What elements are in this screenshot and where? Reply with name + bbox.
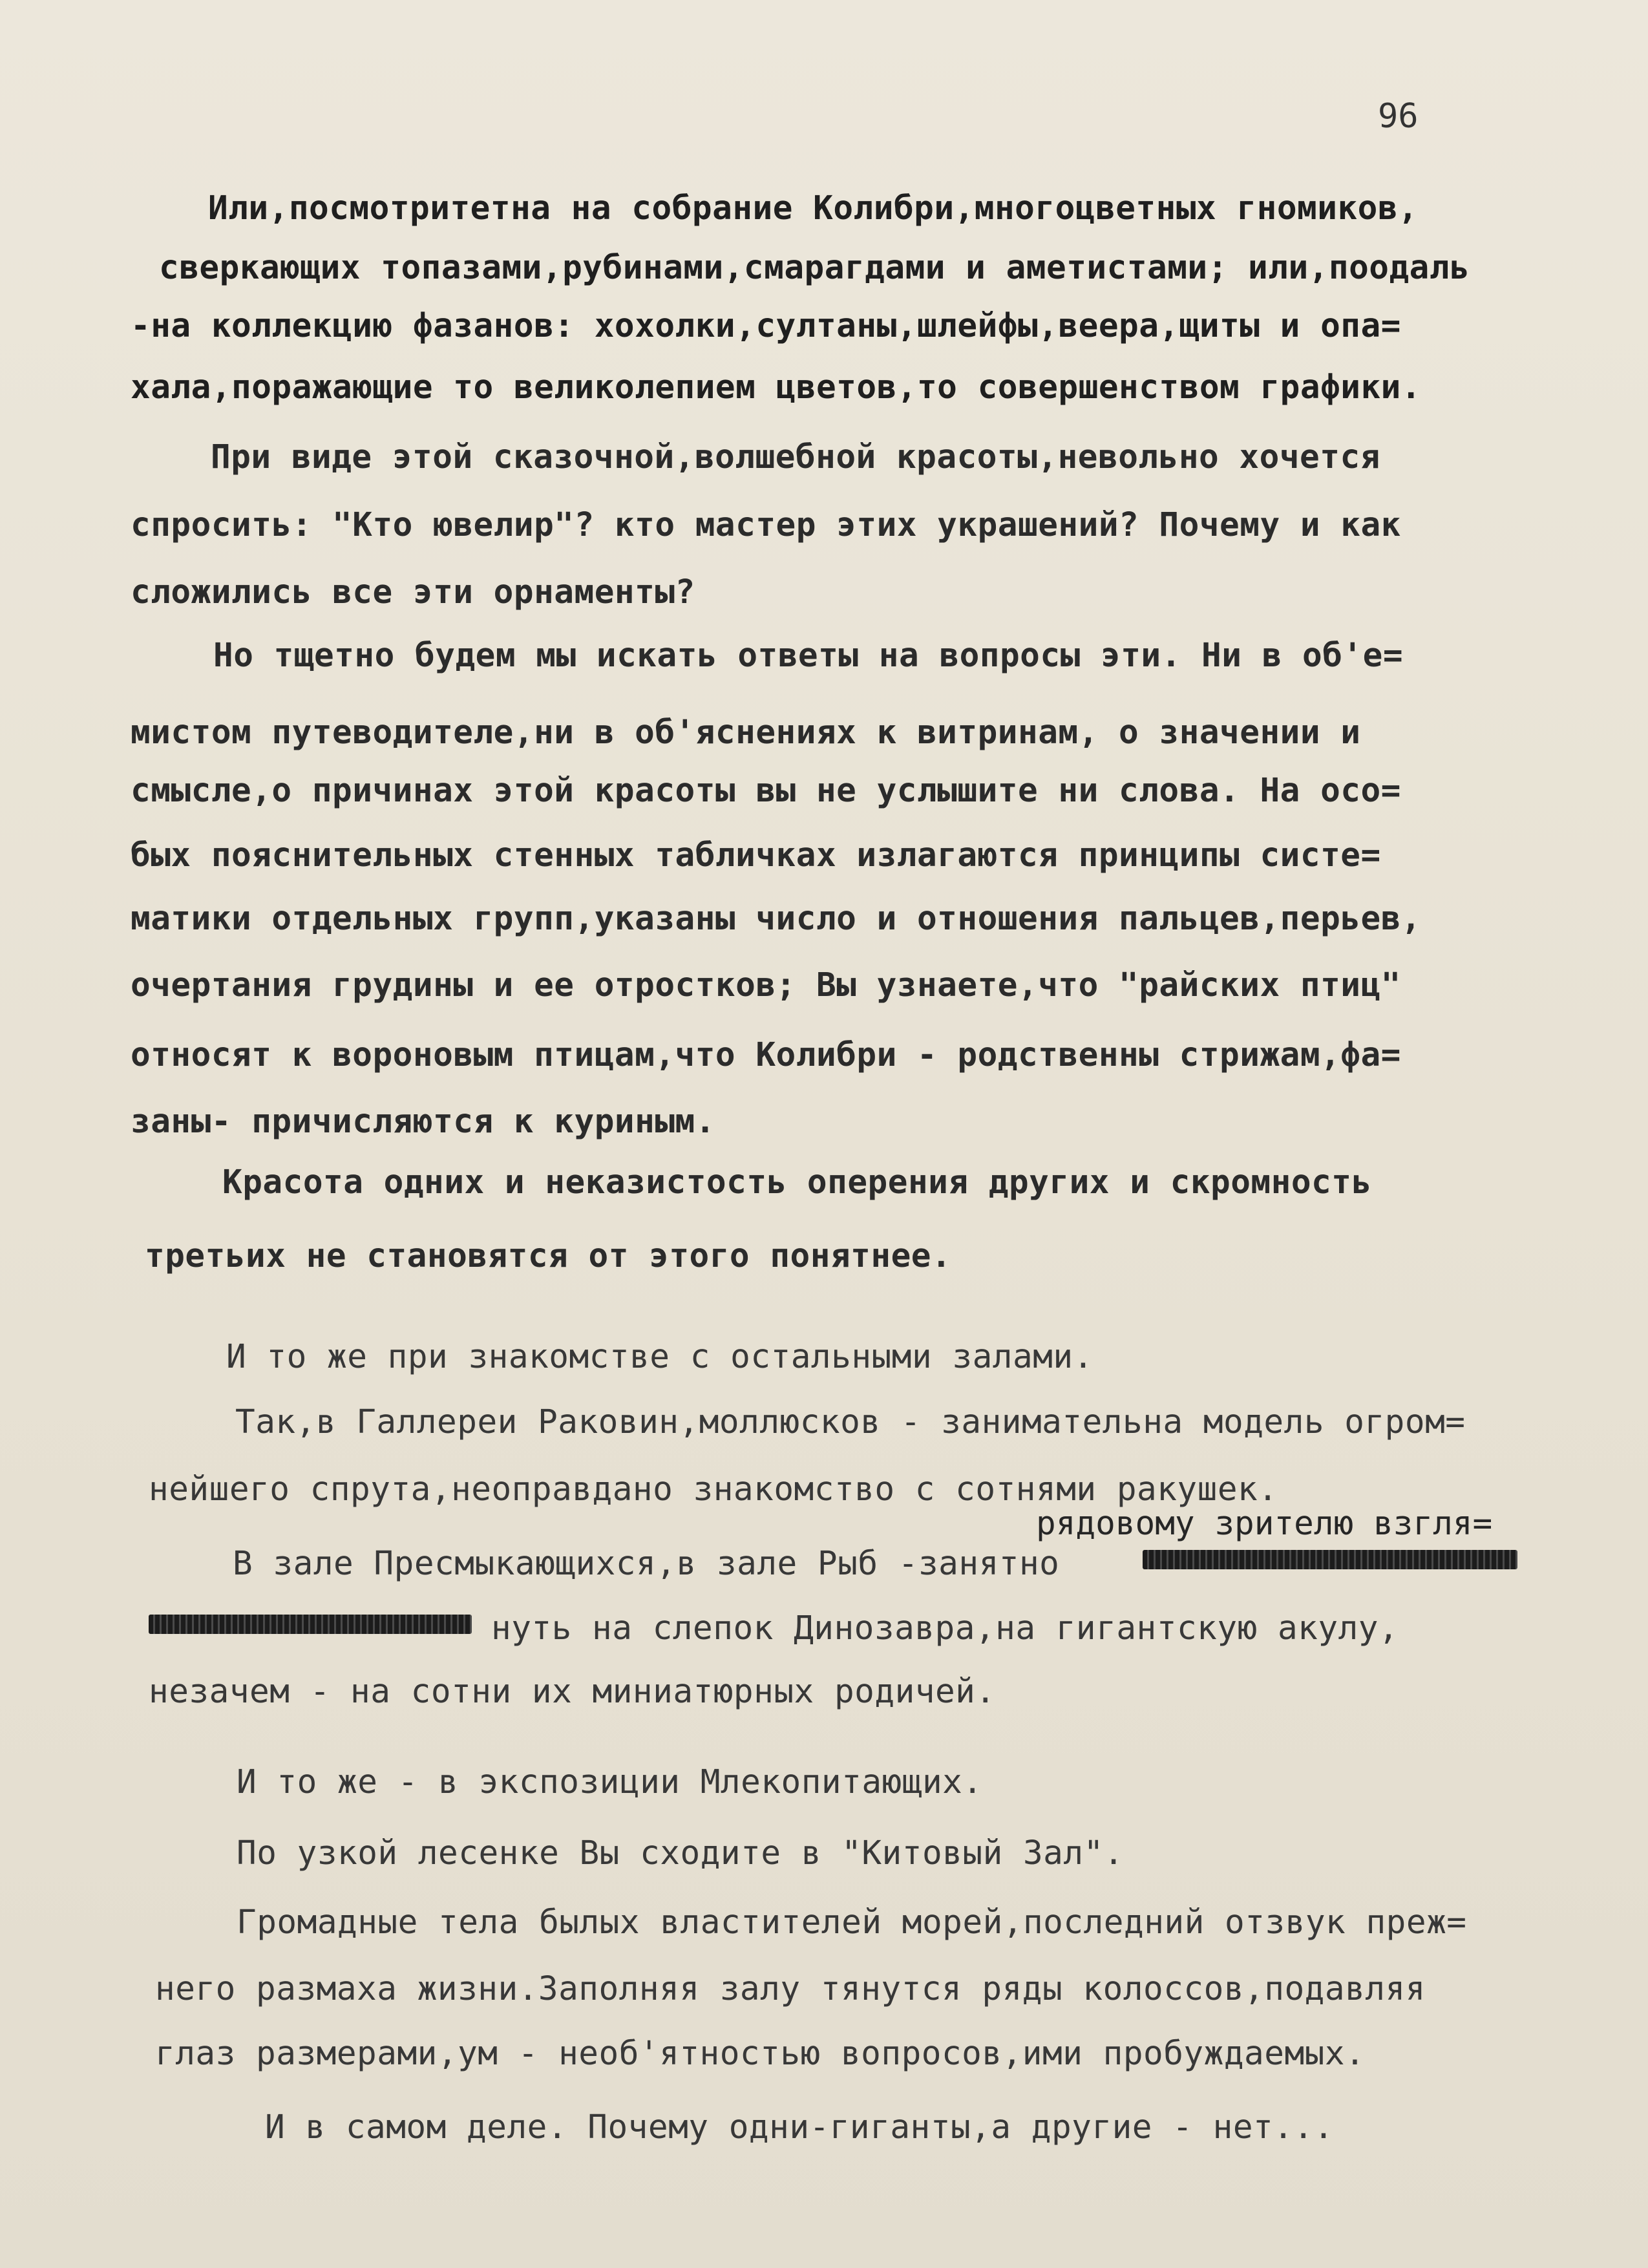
text-line: нуть на слепок Динозавра,на гигантскую акулу, bbox=[491, 1609, 1399, 1648]
text-line: спросить: "Кто ювелир"? кто мастер этих украшений? Почему и как bbox=[131, 506, 1401, 544]
text-line: Так,в Галлереи Раковин,моллюсков - занимательна модель огром= bbox=[235, 1403, 1466, 1441]
text-line: третьих не становятся от этого понятнее. bbox=[145, 1237, 952, 1275]
struck-out-text bbox=[149, 1615, 472, 1634]
text-line: Или,посмотритетна на собрание Колибри,многоцветных гномиков, bbox=[208, 189, 1419, 228]
text-line: -на коллекцию фазанов: хохолки,султаны,шлейфы,веера,щиты и опа= bbox=[131, 307, 1401, 345]
struck-out-text bbox=[1143, 1550, 1517, 1569]
text-line: И в самом деле. Почему одни-гиганты,а другие - нет... bbox=[265, 2108, 1334, 2146]
text-line: очертания грудины и ее отростков; Вы узнаете,что "райских птиц" bbox=[131, 966, 1401, 1004]
text-line: него размаха жизни.Заполняя залу тянутся ряды колоссов,подавляя bbox=[155, 1970, 1426, 2008]
text-line: относят к вороновым птицам,что Колибри - родственны стрижам,фа= bbox=[131, 1036, 1401, 1074]
text-line: матики отдельных групп,указаны число и отношения пальцев,перьев, bbox=[131, 900, 1422, 938]
text-line: хала,поражающие то великолепием цветов,то совершенством графики. bbox=[131, 368, 1422, 407]
text-line: незачем - на сотни их миниатюрных родичей. bbox=[149, 1673, 996, 1711]
text-line: смысле,о причинах этой красоты вы не услышите ни слова. На осо= bbox=[131, 772, 1401, 810]
text-line: глаз размерами,ум - необ'ятностью вопросов,ими пробуждаемых. bbox=[155, 2035, 1366, 2073]
text-line: По узкой лесенке Вы сходите в "Китовый Зал". bbox=[237, 1834, 1125, 1872]
text-line: сверкающих топазами,рубинами,смарагдами и аметистами; или,поодаль bbox=[159, 249, 1470, 287]
text-line: заны- причисляются к куриным. bbox=[131, 1103, 715, 1141]
text-line: Красота одних и неказистость оперения других и скромность bbox=[222, 1163, 1372, 1202]
text-line: При виде этой сказочной,волшебной красоты,невольно хочется bbox=[211, 438, 1380, 476]
overtyped-insertion: рядовому зрителю взгля= bbox=[1036, 1505, 1493, 1543]
text-line: Но тщетно будем мы искать ответы на вопросы эти. Ни в об'е= bbox=[213, 637, 1404, 675]
text-line: бых пояснительных стенных табличках излагаются принципы систе= bbox=[131, 836, 1381, 874]
text-line: В зале Пресмыкающихся,в зале Рыб -занятно bbox=[233, 1545, 1060, 1583]
text-line: нейшего спрута,неоправдано знакомство с сотнями ракушек. bbox=[149, 1470, 1278, 1509]
text-line: Громадные тела былых властителей морей,последний отзвук преж= bbox=[237, 1903, 1467, 1942]
text-line: И то же - в экспозиции Млекопитающих. bbox=[237, 1763, 983, 1801]
text-line: мистом путеводителе,ни в об'яснениях к витринам, о значении и bbox=[131, 714, 1361, 752]
text-line: сложились все эти орнаменты? bbox=[131, 573, 695, 611]
text-line: И то же при знакомстве с остальными залами. bbox=[226, 1338, 1093, 1376]
page-number: 96 bbox=[1378, 97, 1419, 136]
